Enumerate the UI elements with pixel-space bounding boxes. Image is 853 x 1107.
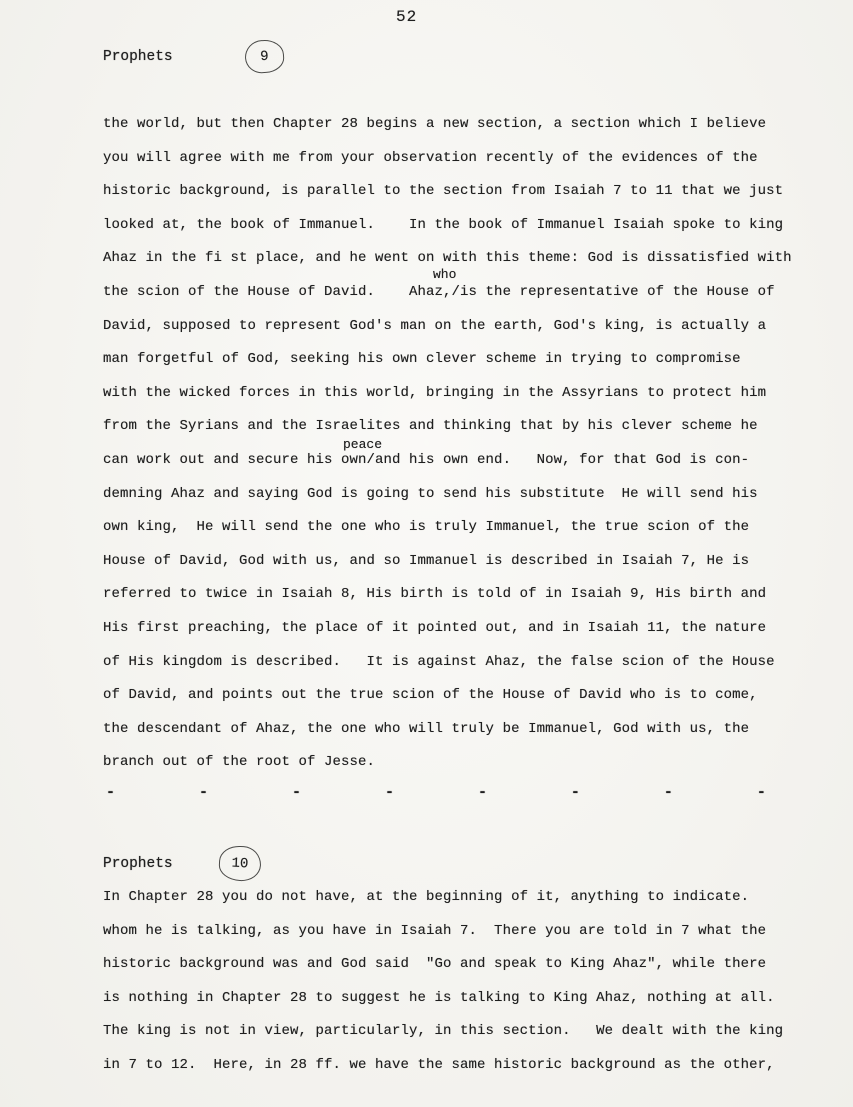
typed-line: of His kingdom is described. It is against Ahaz, the false scion of the House xyxy=(103,653,775,670)
typed-line: man forgetful of God, seeking his own clever scheme in trying to compromise xyxy=(103,351,741,368)
typed-line: Ahaz in the fi st place, and he went on with this theme: God is dissatisfied with xyxy=(103,250,792,267)
typed-line: in 7 to 12. Here, in 28 ff. we have the same historic background as the other, xyxy=(103,1056,775,1073)
circled-section-number xyxy=(218,845,262,882)
dash-separator xyxy=(106,784,766,801)
section-body-2 xyxy=(103,881,783,1083)
dash: - xyxy=(477,784,487,801)
typed-line: In Chapter 28 you do not have, at the beginning of it, anything to indicate. xyxy=(103,889,750,905)
typed-line: the descendant of Ahaz, the one who will truly be Immanuel, God with us, the xyxy=(103,720,750,737)
typed-line: branch out of the root of Jesse. xyxy=(103,754,376,771)
typed-line: His first preaching, the place of it pointed out, and in Isaiah 11, the nature xyxy=(103,619,767,636)
section-label: Prophets xyxy=(103,48,173,65)
typed-line: David, supposed to represent God's man on the earth, God's king, is actually a xyxy=(103,317,767,334)
typed-line: House of David, God with us, and so Immanuel is described in Isaiah 7, He is xyxy=(103,552,750,569)
page-number: 52 xyxy=(396,8,418,26)
typed-line: The king is not in view, particularly, in this section. We dealt with the king xyxy=(103,1023,784,1040)
typed-line: the scion of the House of David. Ahaz,/is the representative of the House of xyxy=(103,283,775,300)
circled-section-number xyxy=(244,39,285,75)
typed-line: from the Syrians and the Israelites and thinking that by his clever scheme he xyxy=(103,418,758,435)
section-number: 9 xyxy=(259,48,269,65)
dash: - xyxy=(106,784,116,801)
typed-line: of David, and points out the true scion of the House of David who is to come, xyxy=(103,687,758,704)
section-heading-prophets-9 xyxy=(103,40,284,73)
dash: - xyxy=(756,784,766,801)
section-number: 10 xyxy=(230,855,249,872)
dash: - xyxy=(198,784,208,801)
typed-line: whom he is talking, as you have in Isaiah 7. There you are told in 7 what the xyxy=(103,922,767,939)
dash: - xyxy=(291,784,301,801)
inserted-word-who: who xyxy=(433,267,457,282)
typed-line: you will agree with me from your observation recently of the evidences of the xyxy=(103,149,758,166)
typed-line: historic background was and God said "Go and speak to King Ahaz", while there xyxy=(103,956,767,973)
typed-line: can work out and secure his own/and his own end. Now, for that God is con- xyxy=(103,451,750,468)
dash: - xyxy=(384,784,394,801)
typed-line: the world, but then Chapter 28 begins a new section, a section which I believe xyxy=(103,116,767,132)
typed-line: is nothing in Chapter 28 to suggest he is talking to King Ahaz, nothing at all. xyxy=(103,989,775,1006)
typed-line: with the wicked forces in this world, bringing in the Assyrians to protect him xyxy=(103,384,767,401)
dash: - xyxy=(663,784,673,801)
typed-line: referred to twice in Isaiah 8, His birth is told of in Isaiah 9, His birth and xyxy=(103,586,767,603)
inserted-word-peace: peace xyxy=(343,437,383,452)
typed-line: looked at, the book of Immanuel. In the book of Immanuel Isaiah spoke to king xyxy=(103,216,784,233)
section-heading-prophets-10 xyxy=(103,846,261,881)
dash: - xyxy=(570,784,580,801)
section-body-1 xyxy=(103,108,792,780)
typed-line: own king, He will send the one who is truly Immanuel, the true scion of the xyxy=(103,519,750,536)
section-label: Prophets xyxy=(103,855,173,872)
typed-line: historic background, is parallel to the section from Isaiah 7 to 11 that we just xyxy=(103,183,784,200)
typed-line: demning Ahaz and saying God is going to send his substitute He will send his xyxy=(103,485,758,502)
